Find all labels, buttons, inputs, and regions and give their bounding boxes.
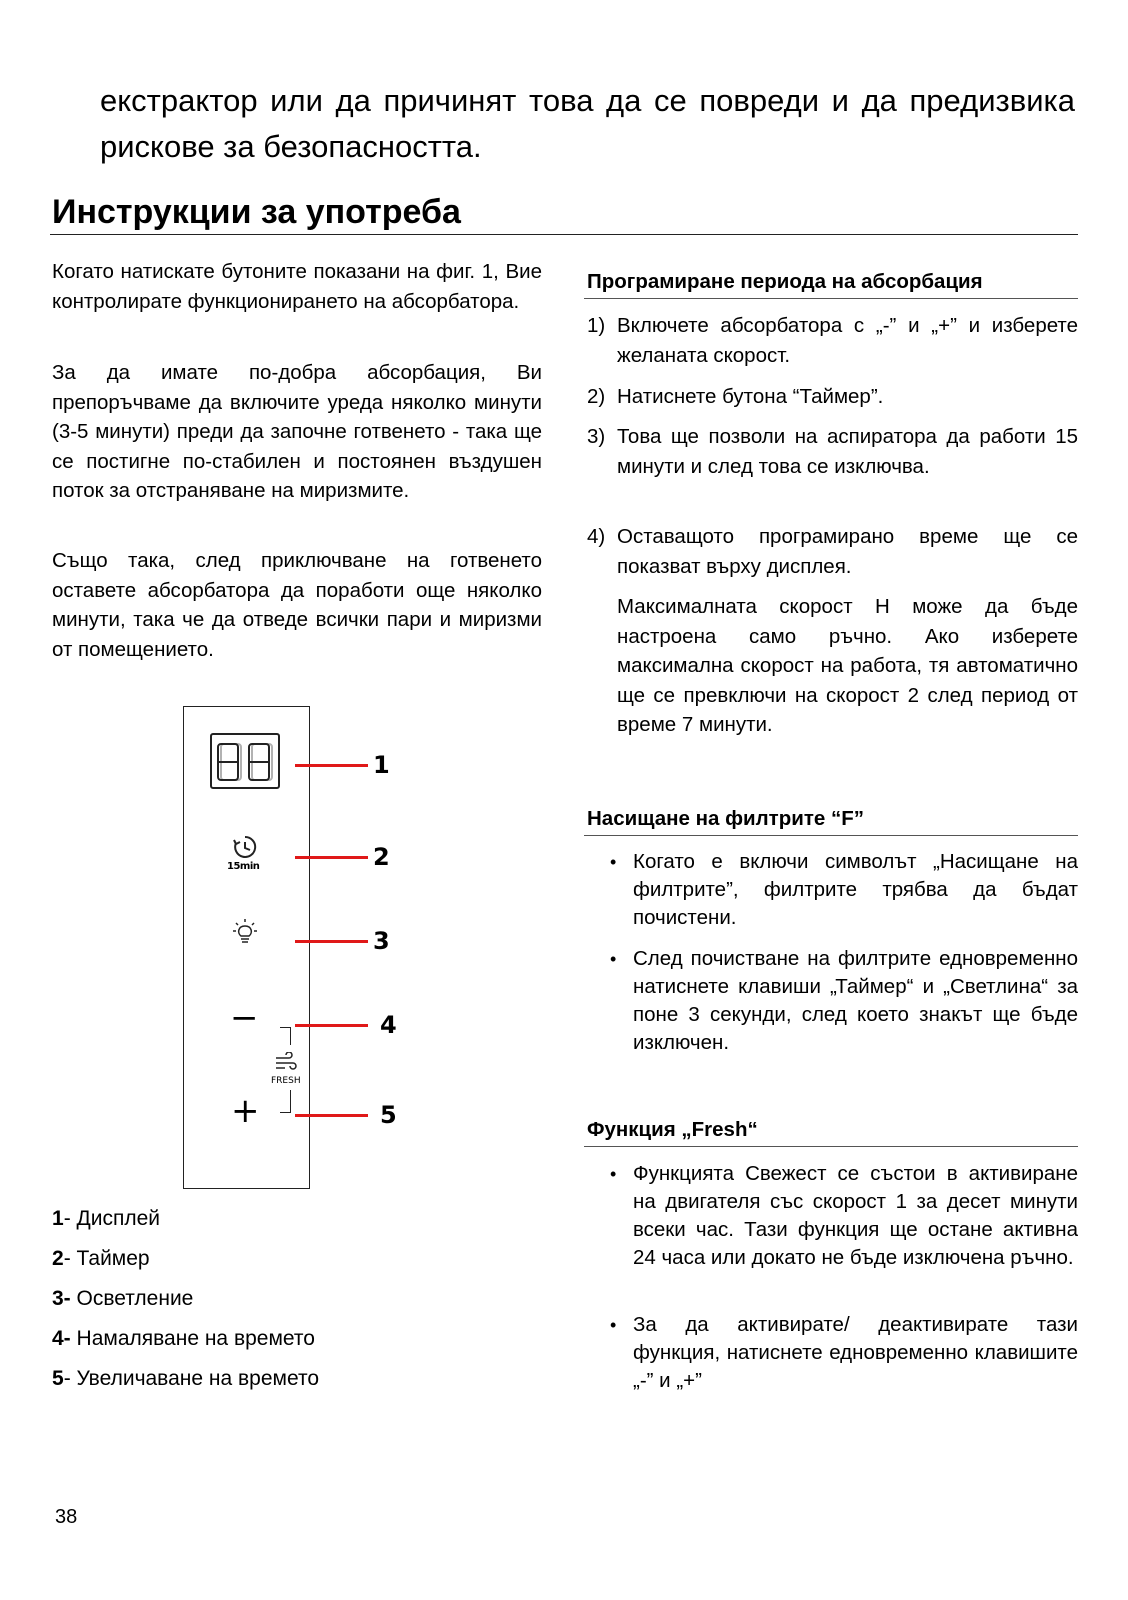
fresh-heading-rule: [584, 1146, 1078, 1147]
marker-line-3: [295, 940, 368, 943]
filters-bullet-1: Когато е включи символът „Насищане на филтрите”, филтрите трябва да бъдат почистени.: [633, 850, 1078, 929]
step-3-text: Това ще позволи на аспиратора да работи 15 минути и след това се изключва.: [617, 425, 1078, 478]
left-paragraph-2: За да имате по-добра абсорбация, Ви препоръчваме да включите уреда няколко минути (3-5 минути) преди да започне готвенето - така ще се постигне по-стабилен и постоянен въздушен поток за отстраняване на миризмите.: [52, 361, 542, 502]
programming-heading: Програмиране периода на абсорбация: [587, 270, 983, 293]
marker-5: 5: [380, 1101, 397, 1129]
legend-item-display: 1- Дисплей: [52, 1207, 161, 1230]
section-title-rule: [50, 234, 1078, 235]
fresh-heading: Функция „Fresh“: [587, 1118, 758, 1141]
marker-line-2: [295, 856, 368, 859]
fresh-bullet-1-dot: •: [610, 1164, 617, 1184]
filters-bullet-1-dot: •: [610, 852, 617, 872]
light-bulb-icon[interactable]: [232, 918, 258, 946]
step-4-text: Оставащото програмирано време ще се показват върху дисплея.: [617, 525, 1078, 578]
filters-bullet-2-dot: •: [610, 949, 617, 969]
filters-bullet-2: След почистване на филтрите едновременно натиснете клавиши „Таймер“ и „Светлина“ за поне 3 секунди, след което знакът ще бъде изключен.: [633, 947, 1078, 1054]
legend-item-timer: 2- Таймер: [52, 1247, 150, 1270]
left-paragraph-3: Също така, след приключване на готвенето оставете абсорбатора да поработи още няколко минути, така че да отведе всички пари и миризми от помещението.: [52, 549, 542, 661]
marker-line-4: [295, 1024, 368, 1027]
step-1-number: 1): [587, 314, 606, 337]
legend-item-decrease: 4- Намаляване на времето: [52, 1327, 315, 1350]
step-1-text: Включете абсорбатора с „-” и „+” и изберете желаната скорост.: [617, 314, 1078, 367]
fresh-bracket-bottom: [280, 1090, 291, 1113]
timer-clock-icon[interactable]: [232, 834, 258, 860]
section-title: Инструкции за употреба: [52, 193, 461, 231]
marker-4: 4: [380, 1011, 397, 1039]
page-number: 38: [55, 1506, 78, 1528]
left-paragraph-1: Когато натискате бутоните показани на фиг. 1, Вие контролирате функционирането на абсорбатора.: [52, 260, 542, 313]
step-4-number: 4): [587, 525, 606, 548]
marker-3: 3: [373, 927, 390, 955]
legend-item-increase: 5- Увеличаване на времето: [52, 1367, 319, 1390]
timer-caption: 15min: [227, 861, 260, 872]
marker-2: 2: [373, 843, 390, 871]
fresh-bullet-2: За да активирате/ деактивирате тази функция, натиснете едновременно клавишите „-” и „+”: [633, 1313, 1078, 1392]
step-3-number: 3): [587, 425, 606, 448]
minus-button[interactable]: −: [230, 998, 259, 1038]
fresh-bullet-2-dot: •: [610, 1315, 617, 1335]
filters-heading-rule: [584, 835, 1078, 836]
legend-item-light: 3- Осветление: [52, 1287, 194, 1310]
step-2-number: 2): [587, 385, 606, 408]
filters-heading: Насищане на филтрите “F”: [587, 807, 865, 830]
fresh-wind-icon: [273, 1052, 299, 1074]
fresh-bracket: [280, 1027, 291, 1045]
plus-button[interactable]: +: [231, 1091, 260, 1131]
marker-line-5: [295, 1114, 368, 1117]
fresh-label: FRESH: [271, 1076, 301, 1086]
display-digits-icon: [214, 741, 276, 783]
marker-1: 1: [373, 751, 390, 779]
marker-line-1: [295, 764, 368, 767]
step-2-text: Натиснете бутона “Таймер”.: [617, 385, 884, 408]
programming-heading-rule: [584, 298, 1078, 299]
intro-paragraph: екстрактор или да причинят това да се повреди и да предизвика рискове за безопасността.: [100, 83, 1075, 164]
fresh-bullet-1: Функцията Свежест се състои в активиране на двигателя със скорост 1 за десет минути всеки час. Тази функция ще остане активна 24 часа или докато не бъде изключена ръчно.: [633, 1162, 1078, 1269]
max-speed-note: Максималната скорост H може да бъде настроена само ръчно. Ако изберете максимална скорост на работа, тя автоматично ще се превключи на скорост 2 след период от време 7 минути.: [617, 595, 1078, 736]
